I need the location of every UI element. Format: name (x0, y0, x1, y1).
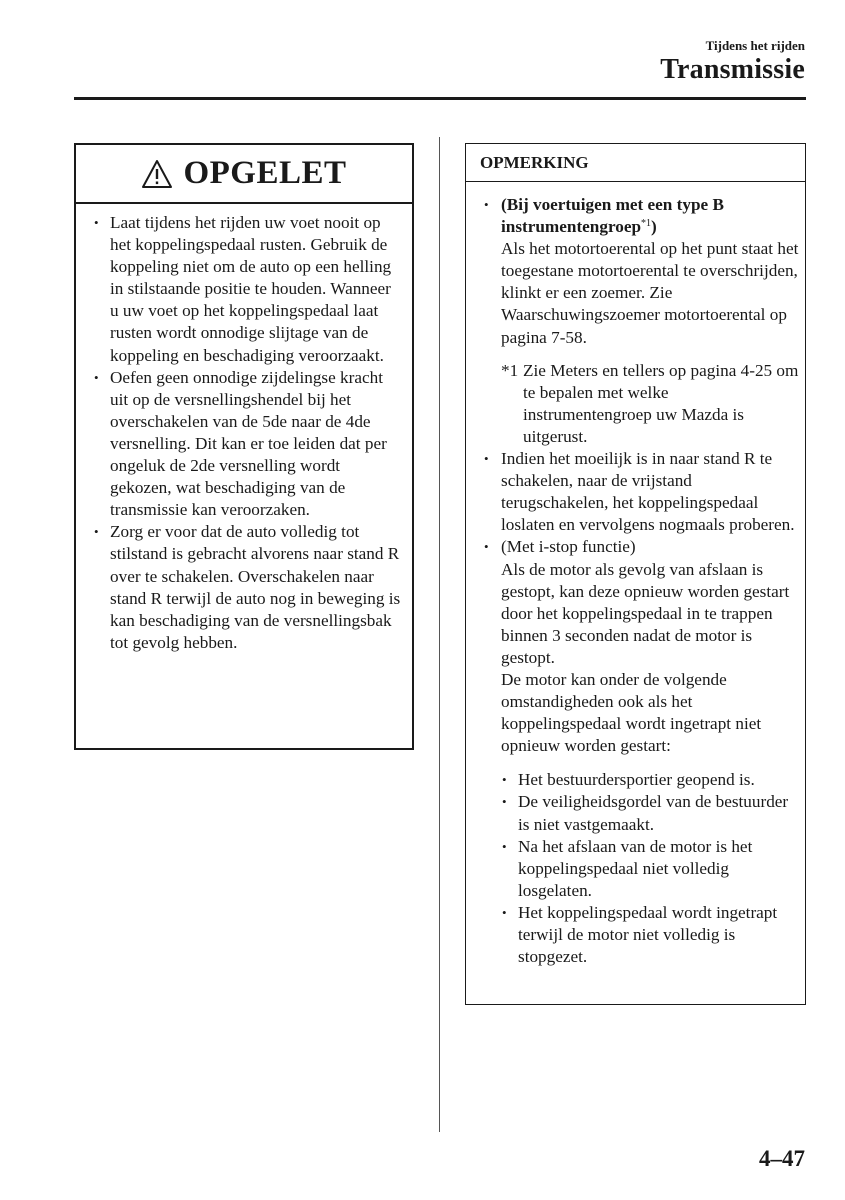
note-sublist (501, 769, 799, 968)
note-list (466, 182, 805, 968)
note-box (465, 143, 806, 1005)
note-item-heading: • (Bij voertuigen met een type B instrumentengroep$^{*1}$) (501, 195, 724, 237)
note-item-text: De motor kan onder de volgende omstandigheden ook als het koppelingspedaal wordt ingetrapt niet opnieuw worden gestart: (501, 669, 762, 756)
note-item (501, 536, 799, 968)
page-number: 4–47 (759, 1146, 805, 1171)
note-subitem: • Het koppelingspedaal wordt ingetrapt terwijl de motor niet volledig is stopgezet. (518, 902, 799, 968)
note-item-heading: • (Met i-stop functie) (501, 537, 636, 557)
footnote-text: Zie Meters en tellers op pagina 4-25 om te bepalen met welke instrumentengroep uw Mazda is uitgerust. (523, 360, 799, 446)
caution-item: • Laat tijdens het rijden uw voet nooit op het koppelingspedaal rusten. Gebruik de koppeling niet om de auto op een helling in stilstaande positie te houden. Wanneer u uw voet op het koppelingspedaal laat rusten wordt onnodige slijtage van de koppeling en beschadiging veroorzaakt. (110, 212, 402, 367)
note-item-text: Als de motor als gevolg van afslaan is gestopt, kan deze opnieuw worden gestart door het koppelingspedaal in te trappen binnen 3 seconden nadat de motor is gestopt. (501, 559, 790, 667)
caution-title: OPGELET (183, 155, 347, 191)
note-item (501, 194, 799, 448)
section-label: Tijdens het rijden (705, 38, 805, 53)
caution-item: • Zorg er voor dat de auto volledig tot stilstand is gebracht alvorens naar stand R over te schakelen. Overschakelen naar stand R terwijl de auto nog in beweging is kan beschadiging van de versnellingsbak tot gevolg hebben. (110, 521, 402, 654)
footnote (501, 360, 799, 448)
note-item: • Indien het moeilijk is in naar stand R te schakelen, naar de vrijstand terugschakelen, het koppelingspedaal loslaten en vervolgens nogmaals proberen. (501, 448, 799, 536)
footnote-reference: *1 (641, 218, 652, 230)
caution-header (76, 145, 412, 204)
column-divider (439, 137, 440, 1132)
section-title: Transmissie (660, 54, 805, 85)
caution-list (76, 204, 412, 654)
note-item-text: Als het motortoerental op het punt staat het toegestane motortoerental te overschrijden, klinkt er een zoemer. Zie Waarschuwingszoemer motortoerental op pagina 7-58. (501, 239, 799, 347)
warning-triangle-icon (141, 159, 173, 189)
note-subitem: • Het bestuurdersportier geopend is. (518, 769, 799, 791)
header-rule (74, 97, 806, 100)
caution-box (74, 143, 414, 750)
caution-item: • Oefen geen onnodige zijdelingse kracht uit op de versnellingshendel bij het overschakelen van de 5de naar de 4de versnelling. Dit kan er toe leiden dat per ongeluk de 2de versnelling wordt gekozen, wat beschadiging van de transmissie kan veroorzaken. (110, 367, 402, 522)
note-subitem: • Na het afslaan van de motor is het koppelingspedaal niet volledig losgelaten. (518, 836, 799, 902)
footnote-mark: *1 (501, 360, 519, 380)
note-subitem: • De veiligheidsgordel van de bestuurder is niet vastgemaakt. (518, 791, 799, 835)
note-title: OPMERKING (466, 144, 805, 182)
